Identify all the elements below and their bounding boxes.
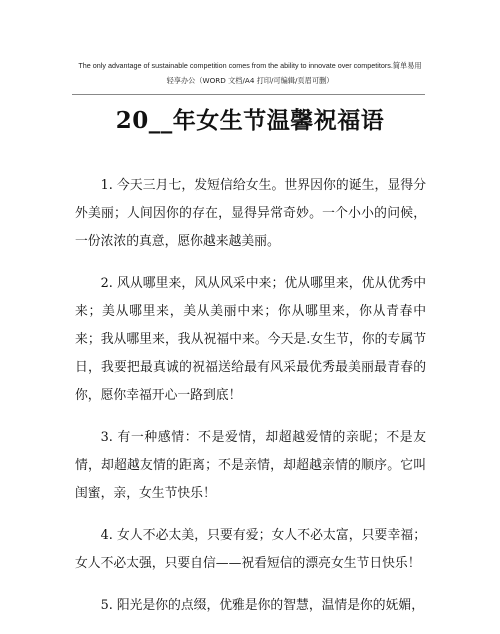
document-title: 20__年女生节温馨祝福语 [115, 107, 385, 134]
page-header [70, 60, 430, 86]
document-body [75, 172, 426, 634]
header-divider [72, 94, 425, 95]
paragraph-3: 3. 有一种感情：不是爱情，却超越爱情的亲昵；不是友情，却超越友情的距离；不是亲情，却超越亲情的顺序。它叫闺蜜，亲，女生节快乐！ [75, 430, 426, 501]
paragraph-4: 4. 女人不必太美，只要有爱；女人不必太富，只要幸福；女人不必太强，只要自信——祝看短信的漂亮女生节日快乐！ [75, 528, 426, 571]
paragraph-2: 2. 风从哪里来，风从风采中来；优从哪里来，优从优秀中来；美从哪里来，美从美丽中来；你从哪里来，你从青春中来；我从哪里来，我从祝福中来。今天是.女生节，你的专属节日，我要把最真诚的祝福送给最有风采最优秀最美丽最青春的你，愿你幸福开心一路到底！ [75, 276, 426, 403]
header-slogan: The only advantage of sustainable competition comes from the ability to innovate over competitors.简单易用 [78, 61, 422, 70]
header-subtitle: 轻享办公（WORD 文档/A4 打印/可编辑/页眉可删） [166, 76, 334, 85]
paragraph-1: 1. 今天三月七，发短信给女生。世界因你的诞生，显得分外美丽；人间因你的存在，显得异常奇妙。一个小小的问候，一份浓浓的真意，愿你越来越美丽。 [75, 178, 426, 249]
paragraph-5: 5. 阳光是你的点缀，优雅是你的智慧，温情是你的妩媚， [100, 598, 424, 613]
